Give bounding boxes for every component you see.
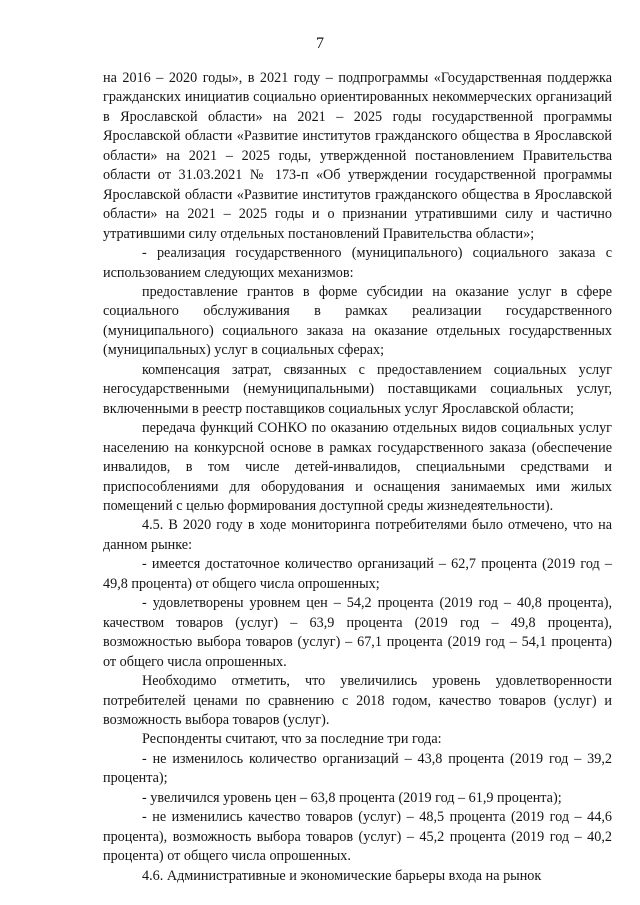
paragraph-grants: предоставление грантов в форме субсидии на оказание услуг в сфере социального обслуживания в рамках реализации государственного (муниципального) социального заказа на оказание отдельных государственных (муниципальных) услуг в социальных сферах;: [103, 283, 612, 359]
paragraph-sonko-functions: передача функций СОНКО по оказанию отдельных видов социальных услуг населению на конкурсной основе в рамках государственного заказа (обеспечение инвалидов, в том числе детей-инвалидов, специальными средствами и приспособлениями для оборудования и оснащения занимаемых ими жилых помещений с целью формирования доступной среды жизнедеятельности).: [103, 420, 612, 514]
list-item-organizations-count: - имеется достаточное количество организаций – 62,7 процента (2019 год – 49,8 процента) от общего числа опрошенных;: [103, 556, 612, 592]
paragraph-compensation: компенсация затрат, связанных с предоставлением социальных услуг негосударственными (немуниципальными) поставщиками социальных услуг, включенными в реестр поставщиков социальных услуг Ярославской области;: [103, 361, 612, 417]
list-item-price-increase: - увеличился уровень цен – 63,8 процента (2019 год – 61,9 процента);: [142, 789, 562, 806]
list-item-organizations-unchanged: - не изменилось количество организаций – 43,8 процента (2019 год – 39,2 процента);: [103, 750, 612, 787]
paragraph-social-order: - реализация государственного (муниципального) социального заказа с использованием следующих механизмов:: [103, 245, 612, 281]
paragraph-section-4-5: 4.5. В 2020 году в ходе мониторинга потребителями было отмечено, что на данном рынке:: [103, 517, 612, 553]
paragraph-section-4-6: 4.6. Административные и экономические барьеры входа на рынок: [142, 867, 542, 884]
list-item-quality-unchanged: - не изменились качество товаров (услуг) – 48,5 процента (2019 год – 44,6 процента), возможность выбора товаров (услуг) – 45,2 процента (2019 год – 40,2 процента) от общего числа опрошенных.: [103, 809, 612, 865]
paragraph-respondents: Респонденты считают, что за последние три года:: [142, 731, 442, 748]
paragraph-program-reference: на 2016 – 2020 годы», в 2021 году – подпрограммы «Государственная поддержка гражданских инициатив социально ориентированных некоммерческих организаций в Ярославской области» на 2021 – 2025 годы государственной программы Ярославской области «Развитие институтов гражданского общества в Ярославской области» на 2021 – 2025 годы, утвержденной постановлением Правительства области от 31.03.2021 № 173-п «Об утверждении государственной программы Ярославской области «Развитие институтов гражданского общества в Ярославской области» на 2021 – 2025 годы и о признании утратившими силу и частично утратившими силу отдельных постановлений Правительства области»;: [103, 70, 612, 242]
list-item-satisfaction: - удовлетворены уровнем цен – 54,2 процента (2019 год – 40,8 процента), качеством товаров (услуг) – 63,9 процента (2019 год – 49,8 процента), возможностью выбора товаров (услуг) – 67,1 процента (2019 год – 54,1 процента) от общего числа опрошенных.: [103, 595, 612, 670]
document-body: [103, 69, 612, 886]
paragraph-note: Необходимо отметить, что увеличились уровень удовлетворенности потребителей ценами по сравнению с 2018 годом, качество товаров (услуг) и возможность выбора товаров (услуг).: [103, 673, 612, 728]
page-number: 7: [316, 35, 324, 52]
